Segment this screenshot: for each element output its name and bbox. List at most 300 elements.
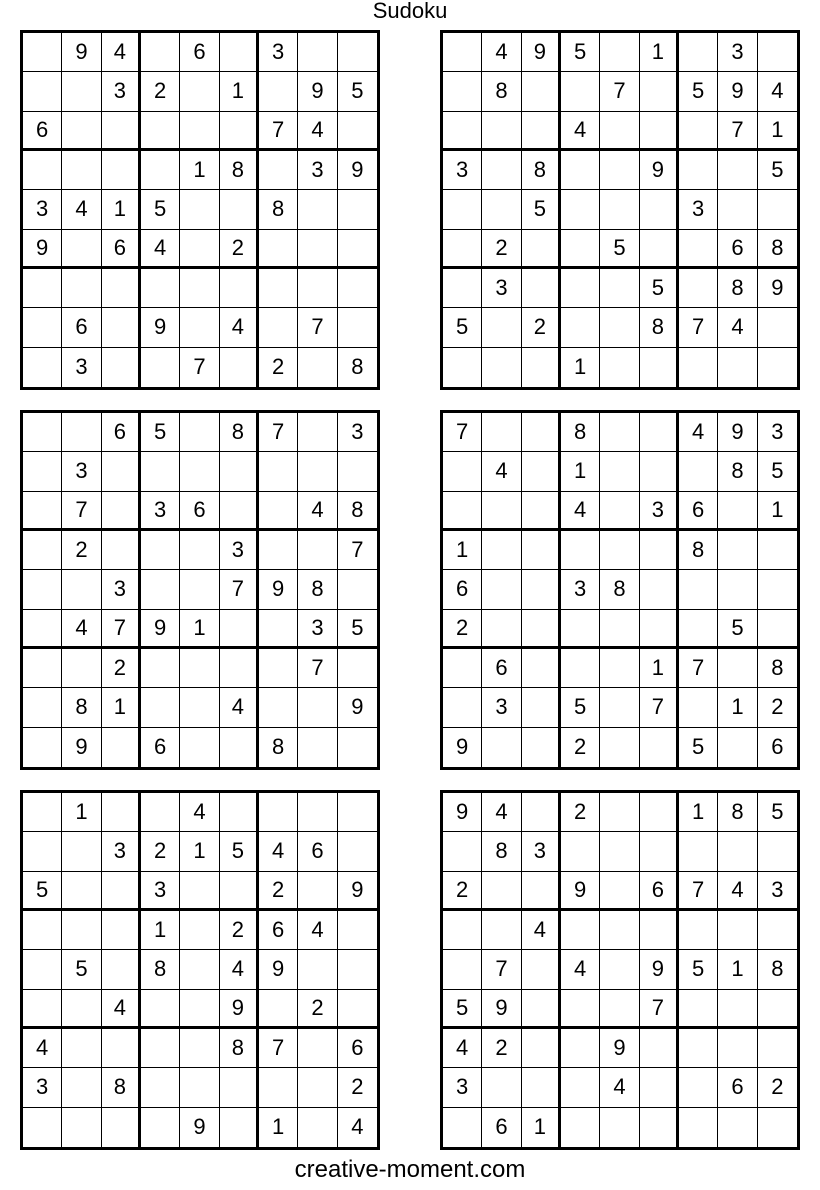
sudoku-cell bbox=[482, 610, 521, 649]
sudoku-cell bbox=[259, 793, 298, 832]
sudoku-cell bbox=[338, 990, 377, 1029]
sudoku-cell bbox=[561, 151, 600, 190]
sudoku-cell: 5 bbox=[141, 190, 180, 229]
sudoku-cell bbox=[141, 570, 180, 609]
sudoku-cell bbox=[443, 112, 482, 151]
sudoku-cell: 7 bbox=[679, 308, 718, 347]
sudoku-cell: 2 bbox=[141, 832, 180, 871]
sudoku-cell bbox=[482, 492, 521, 531]
sudoku-cell: 5 bbox=[600, 230, 639, 269]
sudoku-cell bbox=[141, 452, 180, 491]
sudoku-cell: 8 bbox=[220, 151, 259, 190]
sudoku-cell: 4 bbox=[561, 112, 600, 151]
sudoku-cell bbox=[640, 348, 679, 387]
sudoku-cell: 3 bbox=[640, 492, 679, 531]
sudoku-cell bbox=[102, 531, 141, 570]
sudoku-cell: 1 bbox=[522, 1108, 561, 1147]
site-footer: creative-moment.com bbox=[294, 1156, 526, 1183]
sudoku-cell bbox=[180, 531, 219, 570]
sudoku-cell bbox=[640, 1068, 679, 1107]
sudoku-cell: 6 bbox=[180, 492, 219, 531]
sudoku-cell bbox=[522, 610, 561, 649]
sudoku-cell: 4 bbox=[522, 911, 561, 950]
sudoku-cell: 4 bbox=[679, 413, 718, 452]
sudoku-cell: 2 bbox=[561, 793, 600, 832]
sudoku-cell bbox=[522, 230, 561, 269]
sudoku-cell: 2 bbox=[259, 872, 298, 911]
sudoku-cell bbox=[561, 1068, 600, 1107]
sudoku-cell bbox=[600, 649, 639, 688]
sudoku-cell bbox=[600, 452, 639, 491]
sudoku-cell bbox=[522, 269, 561, 308]
sudoku-cell bbox=[338, 230, 377, 269]
sudoku-cell bbox=[102, 793, 141, 832]
sudoku-cell: 7 bbox=[220, 570, 259, 609]
sudoku-cell bbox=[758, 531, 797, 570]
sudoku-cell bbox=[180, 72, 219, 111]
sudoku-cell: 2 bbox=[758, 1068, 797, 1107]
sudoku-cell bbox=[23, 492, 62, 531]
sudoku-cell bbox=[482, 112, 521, 151]
sudoku-cell: 4 bbox=[298, 112, 337, 151]
sudoku-cell: 7 bbox=[62, 492, 101, 531]
sudoku-cell bbox=[600, 492, 639, 531]
sudoku-cell bbox=[23, 269, 62, 308]
sudoku-cell bbox=[758, 190, 797, 229]
sudoku-cell bbox=[259, 230, 298, 269]
sudoku-cell: 9 bbox=[338, 151, 377, 190]
sudoku-cell: 5 bbox=[758, 151, 797, 190]
sudoku-cell bbox=[522, 990, 561, 1029]
sudoku-cell bbox=[338, 570, 377, 609]
sudoku-cell bbox=[679, 112, 718, 151]
sudoku-cell: 5 bbox=[640, 269, 679, 308]
sudoku-cell: 8 bbox=[102, 1068, 141, 1107]
sudoku-cell bbox=[298, 190, 337, 229]
sudoku-cell: 9 bbox=[640, 151, 679, 190]
sudoku-cell: 3 bbox=[23, 1068, 62, 1107]
sudoku-cell bbox=[718, 492, 757, 531]
sudoku-cell: 5 bbox=[561, 33, 600, 72]
sudoku-cell: 8 bbox=[259, 728, 298, 767]
sudoku-cell bbox=[600, 348, 639, 387]
sudoku-cell bbox=[679, 688, 718, 727]
sudoku-grid-5 bbox=[20, 790, 380, 1150]
sudoku-cell bbox=[102, 348, 141, 387]
sudoku-cell bbox=[180, 570, 219, 609]
sudoku-cell bbox=[561, 610, 600, 649]
sudoku-cell bbox=[600, 688, 639, 727]
sudoku-cell: 7 bbox=[679, 872, 718, 911]
sudoku-cell bbox=[62, 911, 101, 950]
sudoku-cell: 8 bbox=[561, 413, 600, 452]
sudoku-cell bbox=[600, 413, 639, 452]
sudoku-cell bbox=[259, 72, 298, 111]
sudoku-cell: 1 bbox=[443, 531, 482, 570]
sudoku-cell bbox=[338, 793, 377, 832]
sudoku-cell: 8 bbox=[482, 72, 521, 111]
sudoku-cell bbox=[23, 452, 62, 491]
sudoku-cell: 2 bbox=[482, 230, 521, 269]
sudoku-cell bbox=[180, 269, 219, 308]
sudoku-cell bbox=[718, 649, 757, 688]
sudoku-cell: 3 bbox=[758, 413, 797, 452]
sudoku-cell: 2 bbox=[561, 728, 600, 767]
sudoku-cell bbox=[600, 728, 639, 767]
sudoku-cell bbox=[141, 990, 180, 1029]
sudoku-cell: 3 bbox=[561, 570, 600, 609]
sudoku-cell: 4 bbox=[758, 72, 797, 111]
sudoku-cell: 2 bbox=[102, 649, 141, 688]
sudoku-cell: 3 bbox=[298, 610, 337, 649]
sudoku-cell bbox=[298, 230, 337, 269]
sudoku-cell bbox=[482, 872, 521, 911]
sudoku-cell bbox=[141, 112, 180, 151]
sudoku-cell: 6 bbox=[102, 230, 141, 269]
sudoku-cell bbox=[62, 1108, 101, 1147]
sudoku-cell bbox=[338, 728, 377, 767]
sudoku-cell: 1 bbox=[102, 688, 141, 727]
sudoku-cell: 7 bbox=[259, 1029, 298, 1068]
sudoku-cell bbox=[102, 728, 141, 767]
sudoku-cell: 2 bbox=[62, 531, 101, 570]
sudoku-cell bbox=[679, 1068, 718, 1107]
sudoku-cell bbox=[298, 452, 337, 491]
sudoku-cell bbox=[141, 649, 180, 688]
sudoku-cell bbox=[102, 308, 141, 347]
sudoku-cell bbox=[298, 1108, 337, 1147]
sudoku-cell: 4 bbox=[62, 190, 101, 229]
sudoku-grid-6 bbox=[440, 790, 800, 1150]
sudoku-cell bbox=[102, 452, 141, 491]
sudoku-cell: 1 bbox=[62, 793, 101, 832]
sudoku-cell: 5 bbox=[23, 872, 62, 911]
sudoku-cell bbox=[62, 570, 101, 609]
sudoku-cell bbox=[443, 33, 482, 72]
sudoku-cell: 8 bbox=[141, 950, 180, 989]
sudoku-cell bbox=[718, 832, 757, 871]
sudoku-cell: 8 bbox=[758, 230, 797, 269]
sudoku-cell: 3 bbox=[482, 688, 521, 727]
sudoku-cell bbox=[640, 72, 679, 111]
sudoku-cell: 9 bbox=[141, 610, 180, 649]
sudoku-cell: 7 bbox=[482, 950, 521, 989]
sudoku-cell bbox=[758, 610, 797, 649]
sudoku-cell: 8 bbox=[482, 832, 521, 871]
sudoku-cell bbox=[180, 950, 219, 989]
sudoku-cell bbox=[180, 688, 219, 727]
sudoku-cell: 4 bbox=[718, 308, 757, 347]
sudoku-cell: 1 bbox=[758, 492, 797, 531]
sudoku-cell bbox=[561, 649, 600, 688]
sudoku-cell: 1 bbox=[180, 151, 219, 190]
sudoku-cell bbox=[640, 531, 679, 570]
sudoku-cell bbox=[298, 348, 337, 387]
sudoku-cell bbox=[298, 269, 337, 308]
sudoku-cell bbox=[679, 832, 718, 871]
sudoku-cell bbox=[62, 832, 101, 871]
sudoku-cell bbox=[718, 911, 757, 950]
sudoku-cell: 3 bbox=[338, 413, 377, 452]
sudoku-cell bbox=[298, 793, 337, 832]
sudoku-cell bbox=[23, 570, 62, 609]
sudoku-cell bbox=[482, 190, 521, 229]
sudoku-cell bbox=[443, 72, 482, 111]
sudoku-cell bbox=[600, 793, 639, 832]
sudoku-cell bbox=[482, 308, 521, 347]
sudoku-cell: 1 bbox=[561, 348, 600, 387]
sudoku-cell: 4 bbox=[102, 33, 141, 72]
sudoku-cell bbox=[180, 872, 219, 911]
sudoku-cell bbox=[522, 492, 561, 531]
sudoku-cell bbox=[23, 413, 62, 452]
sudoku-cell: 5 bbox=[443, 308, 482, 347]
sudoku-cell bbox=[298, 728, 337, 767]
sudoku-cell: 2 bbox=[522, 308, 561, 347]
sudoku-cell bbox=[23, 728, 62, 767]
sudoku-cell: 8 bbox=[758, 649, 797, 688]
sudoku-cell bbox=[220, 649, 259, 688]
sudoku-cell bbox=[718, 190, 757, 229]
sudoku-cell: 5 bbox=[443, 990, 482, 1029]
sudoku-cell: 5 bbox=[62, 950, 101, 989]
sudoku-cell bbox=[443, 649, 482, 688]
sudoku-cell: 1 bbox=[561, 452, 600, 491]
sudoku-cell bbox=[102, 1108, 141, 1147]
sudoku-cell: 6 bbox=[338, 1029, 377, 1068]
sudoku-cell bbox=[640, 1108, 679, 1147]
sudoku-cell bbox=[718, 728, 757, 767]
sudoku-cell: 1 bbox=[180, 610, 219, 649]
sudoku-cell: 9 bbox=[259, 950, 298, 989]
sudoku-cell: 4 bbox=[298, 492, 337, 531]
sudoku-cell bbox=[443, 492, 482, 531]
sudoku-cell bbox=[298, 531, 337, 570]
sudoku-cell: 2 bbox=[443, 610, 482, 649]
sudoku-cell bbox=[679, 452, 718, 491]
sudoku-cell: 3 bbox=[220, 531, 259, 570]
sudoku-cell: 3 bbox=[679, 190, 718, 229]
sudoku-cell bbox=[482, 728, 521, 767]
sudoku-cell: 4 bbox=[561, 492, 600, 531]
sudoku-cell bbox=[758, 911, 797, 950]
sudoku-cell bbox=[220, 269, 259, 308]
sudoku-cell bbox=[640, 793, 679, 832]
sudoku-cell: 9 bbox=[443, 728, 482, 767]
sudoku-cell bbox=[338, 112, 377, 151]
sudoku-cell bbox=[640, 413, 679, 452]
sudoku-cell bbox=[679, 990, 718, 1029]
sudoku-cell bbox=[23, 33, 62, 72]
sudoku-cell: 3 bbox=[443, 151, 482, 190]
sudoku-cell bbox=[679, 1108, 718, 1147]
sudoku-cell bbox=[482, 151, 521, 190]
sudoku-cell bbox=[443, 688, 482, 727]
sudoku-cell: 3 bbox=[102, 72, 141, 111]
sudoku-cell bbox=[102, 112, 141, 151]
sudoku-cell bbox=[259, 492, 298, 531]
sudoku-cell bbox=[443, 190, 482, 229]
sudoku-cell bbox=[62, 413, 101, 452]
sudoku-cell bbox=[141, 269, 180, 308]
sudoku-cell bbox=[561, 531, 600, 570]
sudoku-cell bbox=[180, 728, 219, 767]
sudoku-cell: 4 bbox=[482, 452, 521, 491]
sudoku-cell: 1 bbox=[220, 72, 259, 111]
sudoku-cell bbox=[141, 1108, 180, 1147]
sudoku-cell bbox=[141, 531, 180, 570]
sudoku-cell bbox=[758, 348, 797, 387]
sudoku-cell bbox=[679, 570, 718, 609]
sudoku-cell: 4 bbox=[351, 1114, 364, 1140]
sudoku-cell bbox=[679, 348, 718, 387]
sudoku-cell bbox=[141, 1029, 180, 1068]
sudoku-cell bbox=[338, 452, 377, 491]
sudoku-cell: 1 bbox=[640, 33, 679, 72]
sudoku-cell: 8 bbox=[718, 269, 757, 308]
sudoku-cell: 8 bbox=[220, 1029, 259, 1068]
sudoku-cell: 9 bbox=[62, 728, 101, 767]
sudoku-cell: 7 bbox=[259, 413, 298, 452]
sudoku-cell: 6 bbox=[718, 230, 757, 269]
sudoku-cell bbox=[259, 1068, 298, 1107]
sudoku-cell bbox=[23, 348, 62, 387]
sudoku-cell: 3 bbox=[482, 269, 521, 308]
sudoku-cell bbox=[259, 151, 298, 190]
sudoku-cell bbox=[338, 832, 377, 871]
sudoku-grid-2 bbox=[440, 30, 800, 390]
sudoku-cell: 8 bbox=[679, 531, 718, 570]
sudoku-cell bbox=[679, 1029, 718, 1068]
sudoku-cell: 3 bbox=[141, 872, 180, 911]
sudoku-cell bbox=[23, 610, 62, 649]
sudoku-cell bbox=[443, 230, 482, 269]
sudoku-cell bbox=[23, 151, 62, 190]
sudoku-cell bbox=[443, 950, 482, 989]
sudoku-cell: 8 bbox=[522, 151, 561, 190]
sudoku-cell: 9 bbox=[482, 990, 521, 1029]
sudoku-cell: 5 bbox=[220, 832, 259, 871]
sudoku-cell: 3 bbox=[758, 872, 797, 911]
sudoku-cell: 1 bbox=[718, 950, 757, 989]
sudoku-grid-4 bbox=[440, 410, 800, 770]
sudoku-cell: 4 bbox=[718, 872, 757, 911]
sudoku-cell bbox=[561, 269, 600, 308]
sudoku-cell: 6 bbox=[141, 728, 180, 767]
sudoku-cell bbox=[180, 1029, 219, 1068]
sudoku-cell: 5 bbox=[679, 72, 718, 111]
sudoku-cell bbox=[141, 33, 180, 72]
sudoku-cell bbox=[220, 793, 259, 832]
sudoku-cell: 5 bbox=[338, 72, 377, 111]
sudoku-cell: 2 bbox=[758, 688, 797, 727]
sudoku-cell: 8 bbox=[351, 354, 364, 380]
sudoku-cell bbox=[600, 151, 639, 190]
sudoku-cell: 1 bbox=[679, 793, 718, 832]
sudoku-cell bbox=[102, 911, 141, 950]
sudoku-cell bbox=[718, 531, 757, 570]
sudoku-cell bbox=[640, 832, 679, 871]
sudoku-cell bbox=[522, 112, 561, 151]
sudoku-cell bbox=[443, 911, 482, 950]
sudoku-cell bbox=[640, 452, 679, 491]
sudoku-cell: 9 bbox=[62, 33, 101, 72]
sudoku-cell bbox=[259, 531, 298, 570]
sudoku-cell: 4 bbox=[600, 1068, 639, 1107]
sudoku-cell: 1 bbox=[259, 1108, 298, 1147]
sudoku-cell: 7 bbox=[443, 413, 482, 452]
sudoku-cell bbox=[600, 911, 639, 950]
sudoku-cell: 3 bbox=[141, 492, 180, 531]
sudoku-cell: 9 bbox=[718, 413, 757, 452]
sudoku-cell bbox=[62, 269, 101, 308]
sudoku-cell bbox=[259, 269, 298, 308]
sudoku-cell: 4 bbox=[298, 911, 337, 950]
sudoku-cell bbox=[141, 151, 180, 190]
sudoku-cell bbox=[640, 1029, 679, 1068]
sudoku-cell bbox=[522, 950, 561, 989]
sudoku-cell bbox=[338, 190, 377, 229]
sudoku-cell: 7 bbox=[640, 688, 679, 727]
sudoku-cell: 4 bbox=[220, 308, 259, 347]
sudoku-cell bbox=[338, 269, 377, 308]
sudoku-cell bbox=[180, 230, 219, 269]
sudoku-cell bbox=[23, 832, 62, 871]
sudoku-cell: 5 bbox=[758, 452, 797, 491]
sudoku-cell: 4 bbox=[141, 230, 180, 269]
sudoku-cell bbox=[600, 1108, 639, 1147]
sudoku-cell bbox=[102, 492, 141, 531]
sudoku-cell bbox=[259, 649, 298, 688]
sudoku-cell bbox=[600, 950, 639, 989]
sudoku-cell bbox=[180, 308, 219, 347]
sudoku-cell bbox=[220, 348, 259, 387]
sudoku-cell bbox=[62, 151, 101, 190]
sudoku-cell: 8 bbox=[718, 452, 757, 491]
sudoku-cell: 8 bbox=[298, 570, 337, 609]
sudoku-cell bbox=[338, 950, 377, 989]
sudoku-cell bbox=[561, 911, 600, 950]
sudoku-cell bbox=[679, 269, 718, 308]
sudoku-cell: 7 bbox=[259, 112, 298, 151]
sudoku-cell bbox=[298, 688, 337, 727]
sudoku-cell bbox=[600, 610, 639, 649]
sudoku-cell: 8 bbox=[220, 413, 259, 452]
sudoku-cell bbox=[62, 649, 101, 688]
sudoku-cell bbox=[482, 570, 521, 609]
sudoku-cell bbox=[259, 688, 298, 727]
sudoku-cell bbox=[180, 1068, 219, 1107]
sudoku-cell bbox=[338, 911, 377, 950]
sudoku-cell bbox=[180, 649, 219, 688]
sudoku-cell bbox=[298, 1068, 337, 1107]
sudoku-cell bbox=[443, 269, 482, 308]
sudoku-cell: 3 bbox=[62, 348, 101, 387]
sudoku-cell bbox=[522, 531, 561, 570]
sudoku-cell: 4 bbox=[62, 610, 101, 649]
page-title: Sudoku bbox=[372, 0, 448, 23]
sudoku-cell: 7 bbox=[679, 649, 718, 688]
sudoku-cell bbox=[259, 610, 298, 649]
sudoku-cell: 7 bbox=[180, 348, 219, 387]
sudoku-cell bbox=[718, 1108, 757, 1147]
sudoku-cell bbox=[62, 990, 101, 1029]
sudoku-cell bbox=[718, 151, 757, 190]
sudoku-cell bbox=[23, 793, 62, 832]
sudoku-cell bbox=[62, 872, 101, 911]
sudoku-cell: 5 bbox=[718, 610, 757, 649]
sudoku-cell bbox=[522, 452, 561, 491]
